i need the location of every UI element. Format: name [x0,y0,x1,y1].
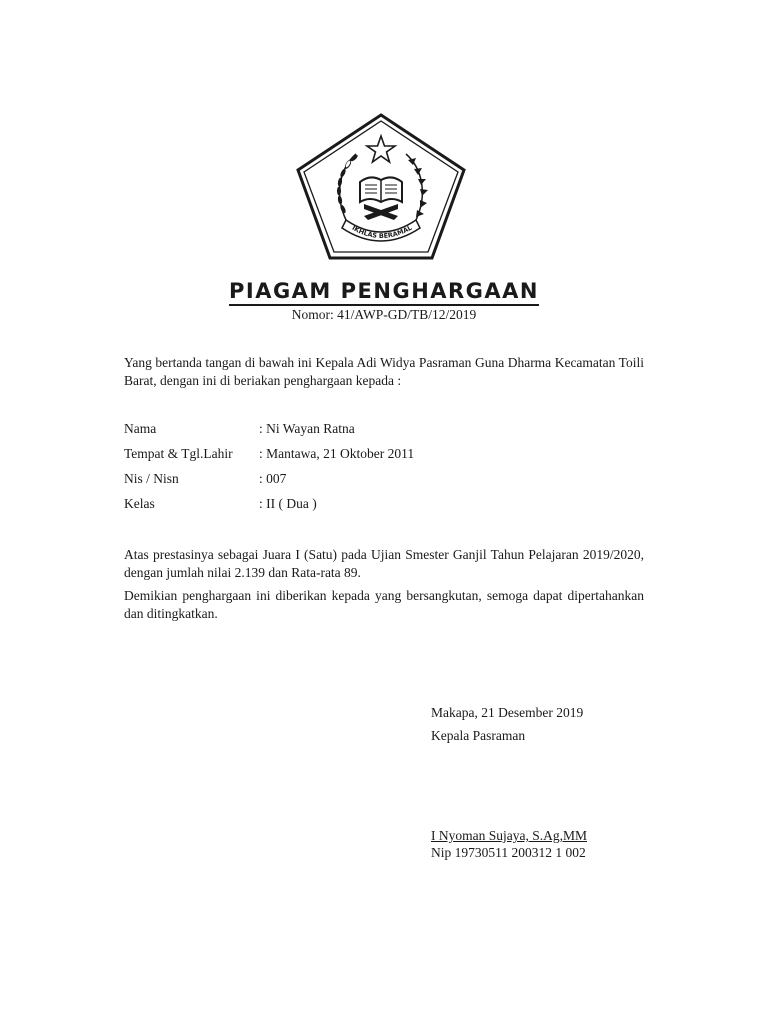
field-label: Kelas [124,496,155,511]
field-value: : II ( Dua ) [259,496,317,511]
field-value: : 007 [259,471,287,486]
certificate-number: Nomor: 41/AWP-GD/TB/12/2019 [291,307,477,322]
school-emblem-logo [294,112,468,262]
signatory-name: I Nyoman Sujaya, S.Ag,MM [431,828,587,843]
certificate-title-text: PIAGAM PENGHARGAAN [229,279,539,306]
field-label: Nis / Nisn [124,471,179,486]
field-value: : Ni Wayan Ratna [259,421,355,436]
recipient-row-nis [124,471,286,487]
certificate-title [0,278,768,304]
field-label: Tempat & Tgl.Lahir [124,446,233,461]
recipient-row-nama [124,421,355,437]
ribbon-text: IKHLAS BERAMAL [350,223,414,241]
signature-place-date: Makapa, 21 Desember 2019 [431,705,584,720]
closing-paragraph: Demikian penghargaan ini diberikan kepada yang bersangkutan, semoga dapat dipertahankan dan ditingkatkan. [124,588,644,621]
field-value: : Mantawa, 21 Oktober 2011 [259,446,415,461]
field-label: Nama [124,421,157,436]
achievement-paragraph: Atas prestasinya sebagai Juara I (Satu) pada Ujian Smester Ganjil Tahun Pelajaran 2019/2020, dengan jumlah nilai 2.139 dan Rata-rata 89. [124,547,644,580]
intro-paragraph: Yang bertanda tangan di bawah ini Kepala Adi Widya Pasraman Guna Dharma Kecamatan Toili Barat, dengan ini di beriakan penghargaan kepada : [124,355,644,388]
signatory-nip: Nip 19730511 200312 1 002 [431,845,586,860]
signature-position: Kepala Pasraman [431,728,526,743]
recipient-row-kelas [124,496,317,512]
recipient-row-birth [124,446,414,462]
